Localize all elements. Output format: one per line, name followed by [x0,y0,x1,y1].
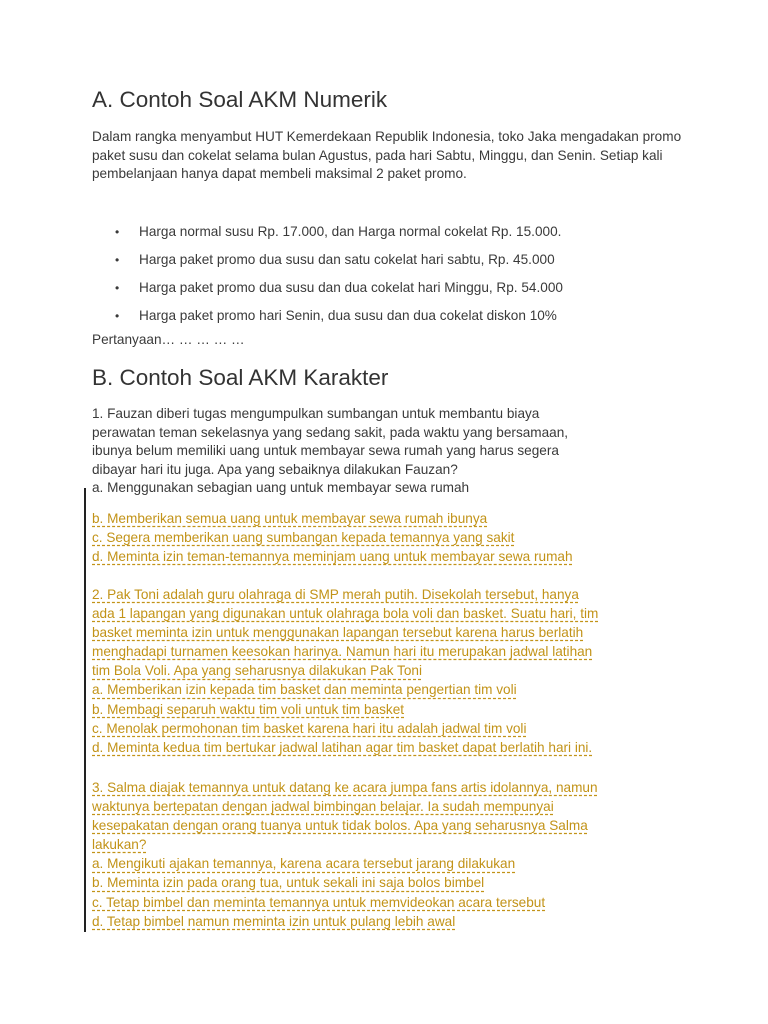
revision-change-bar [84,488,86,932]
question-1-option-a: a. Menggunakan sebagian uang untuk membayar sewa rumah [92,480,470,496]
bullet-icon: • [115,225,120,239]
list-item [92,306,692,334]
question-3-option-c: c. Tetap bimbel dan meminta temannya untuk memvideokan acara tersebut [92,894,546,910]
question-2-option-c: c. Menolak permohonan tim basket karena hari itu adalah jadwal tim voli [92,720,527,736]
question-2-line: basket meminta izin untuk menggunakan lapangan tersebut karena harus berlatih [92,625,584,641]
question-1 [92,405,682,498]
question-3-option-a: a. Mengikuti ajakan temannya, karena acara tersebut jarang dilakukan [92,856,516,872]
question-3-line: waktunya bertepatan dengan jadwal bimbingan belajar. Ia sudah mempunyai [92,799,554,815]
section-a-heading: A. Contoh Soal AKM Numerik [92,87,388,112]
question-1-line: ibunya belum memiliki uang untuk membayar sewa rumah yang harus segera [92,443,559,459]
question-prompt: Pertanyaan… … … … … [92,332,245,347]
question-1-line: perawatan teman sekelasnya yang sedang sakit, pada waktu yang bersamaan, [92,424,569,440]
list-item-text: Harga paket promo dua susu dan satu cokelat hari sabtu, Rp. 45.000 [139,252,555,267]
bullet-icon: • [115,253,120,267]
question-2-line: tim Bola Voli. Apa yang seharusnya dilakukan Pak Toni [92,663,422,679]
question-1-line: 1. Fauzan diberi tugas mengumpulkan sumbangan untuk membantu biaya [92,406,540,421]
question-1-tracked-options [92,509,573,566]
price-list [92,222,692,334]
section-a-intro: Dalam rangka menyambut HUT Kemerdekaan Republik Indonesia, toko Jaka mengadakan promo paket susu dan cokelat selama bulan Agustus, pada hari Sabtu, Minggu, dan Senin. Setiap kali pembelanjaan hanya dapat membeli maksimal 2 paket promo. [92,129,682,181]
list-item [92,222,692,250]
question-2-line: ada 1 lapangan yang digunakan untuk olahraga bola voli dan basket. Suatu hari, tim [92,606,599,622]
question-3-line: lakukan? [92,837,147,853]
question-2-option-a: a. Memberikan izin kepada tim basket dan meminta pengertian tim voli [92,682,517,698]
question-3-line: kesepakatan dengan orang tuanya untuk tidak bolos. Apa yang seharusnya Salma [92,818,588,834]
list-item [92,250,692,278]
list-item [92,278,692,306]
list-item-text: Harga paket promo dua susu dan dua cokelat hari Minggu, Rp. 54.000 [139,280,563,295]
question-3-option-b: b. Meminta izin pada orang tua, untuk sekali ini saja bolos bimbel [92,875,485,891]
question-3 [92,778,598,931]
bullet-icon: • [115,309,120,323]
question-3-option-d: d. Tetap bimbel namun meminta izin untuk pulang lebih awal [92,913,456,929]
section-b-heading: B. Contoh Soal AKM Karakter [92,365,389,390]
question-2 [92,585,598,757]
question-1-option-b: b. Memberikan semua uang untuk membayar sewa rumah ibunya [92,511,488,526]
question-2-option-d: d. Meminta kedua tim bertukar jadwal latihan agar tim basket dapat berlatih hari ini. [92,739,593,755]
question-2-line: menghadapi turnamen keesokan harinya. Namun hari itu merupakan jadwal latihan [92,644,593,660]
question-3-line: 3. Salma diajak temannya untuk datang ke acara jumpa fans artis idolannya, namun [92,780,598,795]
bullet-icon: • [115,281,120,295]
list-item-text: Harga normal susu Rp. 17.000, dan Harga normal cokelat Rp. 15.000. [139,224,562,239]
list-item-text: Harga paket promo hari Senin, dua susu dan dua cokelat diskon 10% [139,308,557,323]
question-2-line: 2. Pak Toni adalah guru olahraga di SMP merah putih. Disekolah tersebut, hanya [92,587,579,602]
question-2-option-b: b. Membagi separuh waktu tim voli untuk tim basket [92,701,405,717]
question-1-option-d: d. Meminta izin teman-temannya meminjam uang untuk membayar sewa rumah [92,549,573,565]
question-1-option-c: c. Segera memberikan uang sumbangan kepada temannya yang sakit [92,530,515,546]
question-1-line: dibayar hari itu juga. Apa yang sebaiknya dilakukan Fauzan? [92,461,458,477]
